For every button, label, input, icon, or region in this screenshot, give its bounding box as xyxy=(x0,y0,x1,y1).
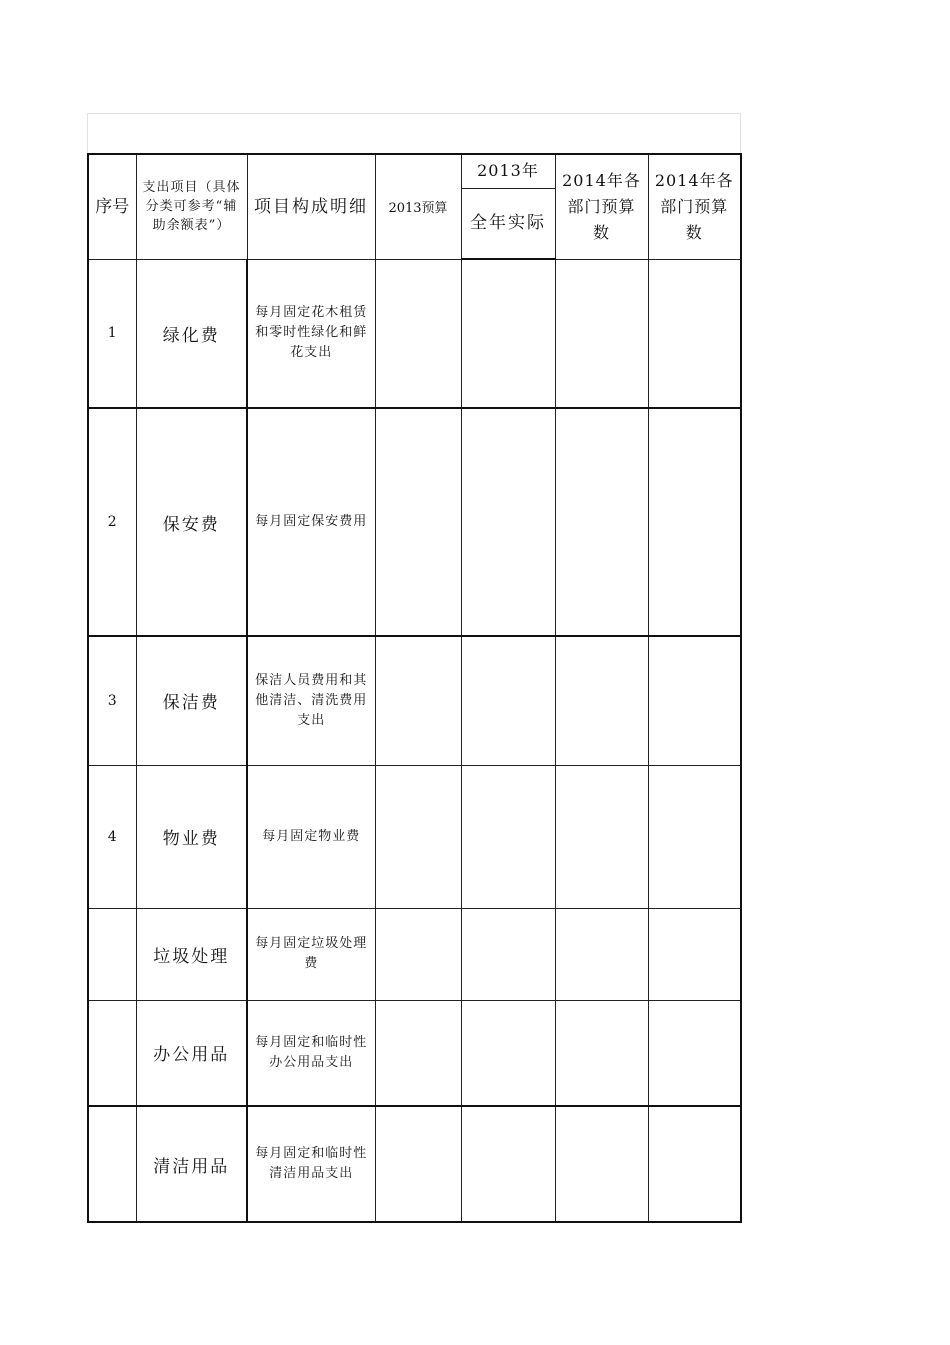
row-category: 办公用品 xyxy=(136,1000,247,1106)
row-category: 保安费 xyxy=(136,408,247,636)
row-dept-budget-a-cell[interactable] xyxy=(555,1106,648,1222)
row-category: 垃圾处理 xyxy=(136,908,247,1000)
header-row-1 xyxy=(88,154,741,188)
row-seq xyxy=(88,1000,136,1106)
header-category: 支出项目（具体分类可参考“辅助余额表”） xyxy=(136,154,247,259)
row-detail: 每月固定和临时性办公用品支出 xyxy=(247,1000,375,1106)
row-dept-budget-a-cell[interactable] xyxy=(555,765,648,908)
row-actual-cell[interactable] xyxy=(461,1106,555,1222)
row-budget-2013-cell[interactable] xyxy=(375,259,461,408)
row-dept-budget-a-cell[interactable] xyxy=(555,908,648,1000)
row-detail: 每月固定和临时性清洁用品支出 xyxy=(247,1106,375,1222)
budget-table xyxy=(87,153,742,1223)
row-dept-budget-b-cell[interactable] xyxy=(648,908,741,1000)
header-budget-2013: 2013预算 xyxy=(375,154,461,259)
sheet-title-row xyxy=(87,113,741,153)
row-seq: 3 xyxy=(88,636,136,765)
row-dept-budget-a-cell[interactable] xyxy=(555,259,648,408)
row-dept-budget-b-cell[interactable] xyxy=(648,1000,741,1106)
table-row xyxy=(88,636,741,765)
table-row xyxy=(88,408,741,636)
table-row xyxy=(88,259,741,408)
table-row xyxy=(88,1000,741,1106)
row-budget-2013-cell[interactable] xyxy=(375,765,461,908)
row-dept-budget-b-cell[interactable] xyxy=(648,765,741,908)
row-actual-cell[interactable] xyxy=(461,1000,555,1106)
row-budget-2013-cell[interactable] xyxy=(375,636,461,765)
row-budget-2013-cell[interactable] xyxy=(375,908,461,1000)
row-actual-cell[interactable] xyxy=(461,908,555,1000)
row-seq xyxy=(88,908,136,1000)
row-budget-2013-cell[interactable] xyxy=(375,408,461,636)
row-detail: 每月固定垃圾处理费 xyxy=(247,908,375,1000)
row-actual-cell[interactable] xyxy=(461,259,555,408)
row-dept-budget-a-cell[interactable] xyxy=(555,636,648,765)
table-row xyxy=(88,1106,741,1222)
table-row xyxy=(88,765,741,908)
row-actual-cell[interactable] xyxy=(461,408,555,636)
header-actual-full-year: 全年实际 xyxy=(461,188,555,259)
row-detail: 每月固定保安费用 xyxy=(247,408,375,636)
row-dept-budget-a-cell[interactable] xyxy=(555,1000,648,1106)
row-category: 清洁用品 xyxy=(136,1106,247,1222)
header-dept-budget-b: 2014年各部门预算数 xyxy=(648,154,741,259)
row-detail: 保洁人员费用和其他清洁、清洗费用支出 xyxy=(247,636,375,765)
table-row xyxy=(88,908,741,1000)
row-detail: 每月固定物业费 xyxy=(247,765,375,908)
row-category: 物业费 xyxy=(136,765,247,908)
row-budget-2013-cell[interactable] xyxy=(375,1106,461,1222)
row-seq: 4 xyxy=(88,765,136,908)
row-dept-budget-b-cell[interactable] xyxy=(648,1106,741,1222)
header-dept-budget-a: 2014年各部门预算数 xyxy=(555,154,648,259)
row-detail: 每月固定花木租赁和零时性绿化和鲜花支出 xyxy=(247,259,375,408)
row-dept-budget-a-cell[interactable] xyxy=(555,408,648,636)
row-seq xyxy=(88,1106,136,1222)
row-dept-budget-b-cell[interactable] xyxy=(648,408,741,636)
header-seq: 序号 xyxy=(88,154,136,259)
header-year-2013: 2013年 xyxy=(461,154,555,188)
row-seq: 2 xyxy=(88,408,136,636)
row-category: 保洁费 xyxy=(136,636,247,765)
row-seq: 1 xyxy=(88,259,136,408)
row-category: 绿化费 xyxy=(136,259,247,408)
row-dept-budget-b-cell[interactable] xyxy=(648,636,741,765)
header-detail: 项目构成明细 xyxy=(247,154,375,259)
row-budget-2013-cell[interactable] xyxy=(375,1000,461,1106)
row-actual-cell[interactable] xyxy=(461,765,555,908)
row-actual-cell[interactable] xyxy=(461,636,555,765)
row-dept-budget-b-cell[interactable] xyxy=(648,259,741,408)
